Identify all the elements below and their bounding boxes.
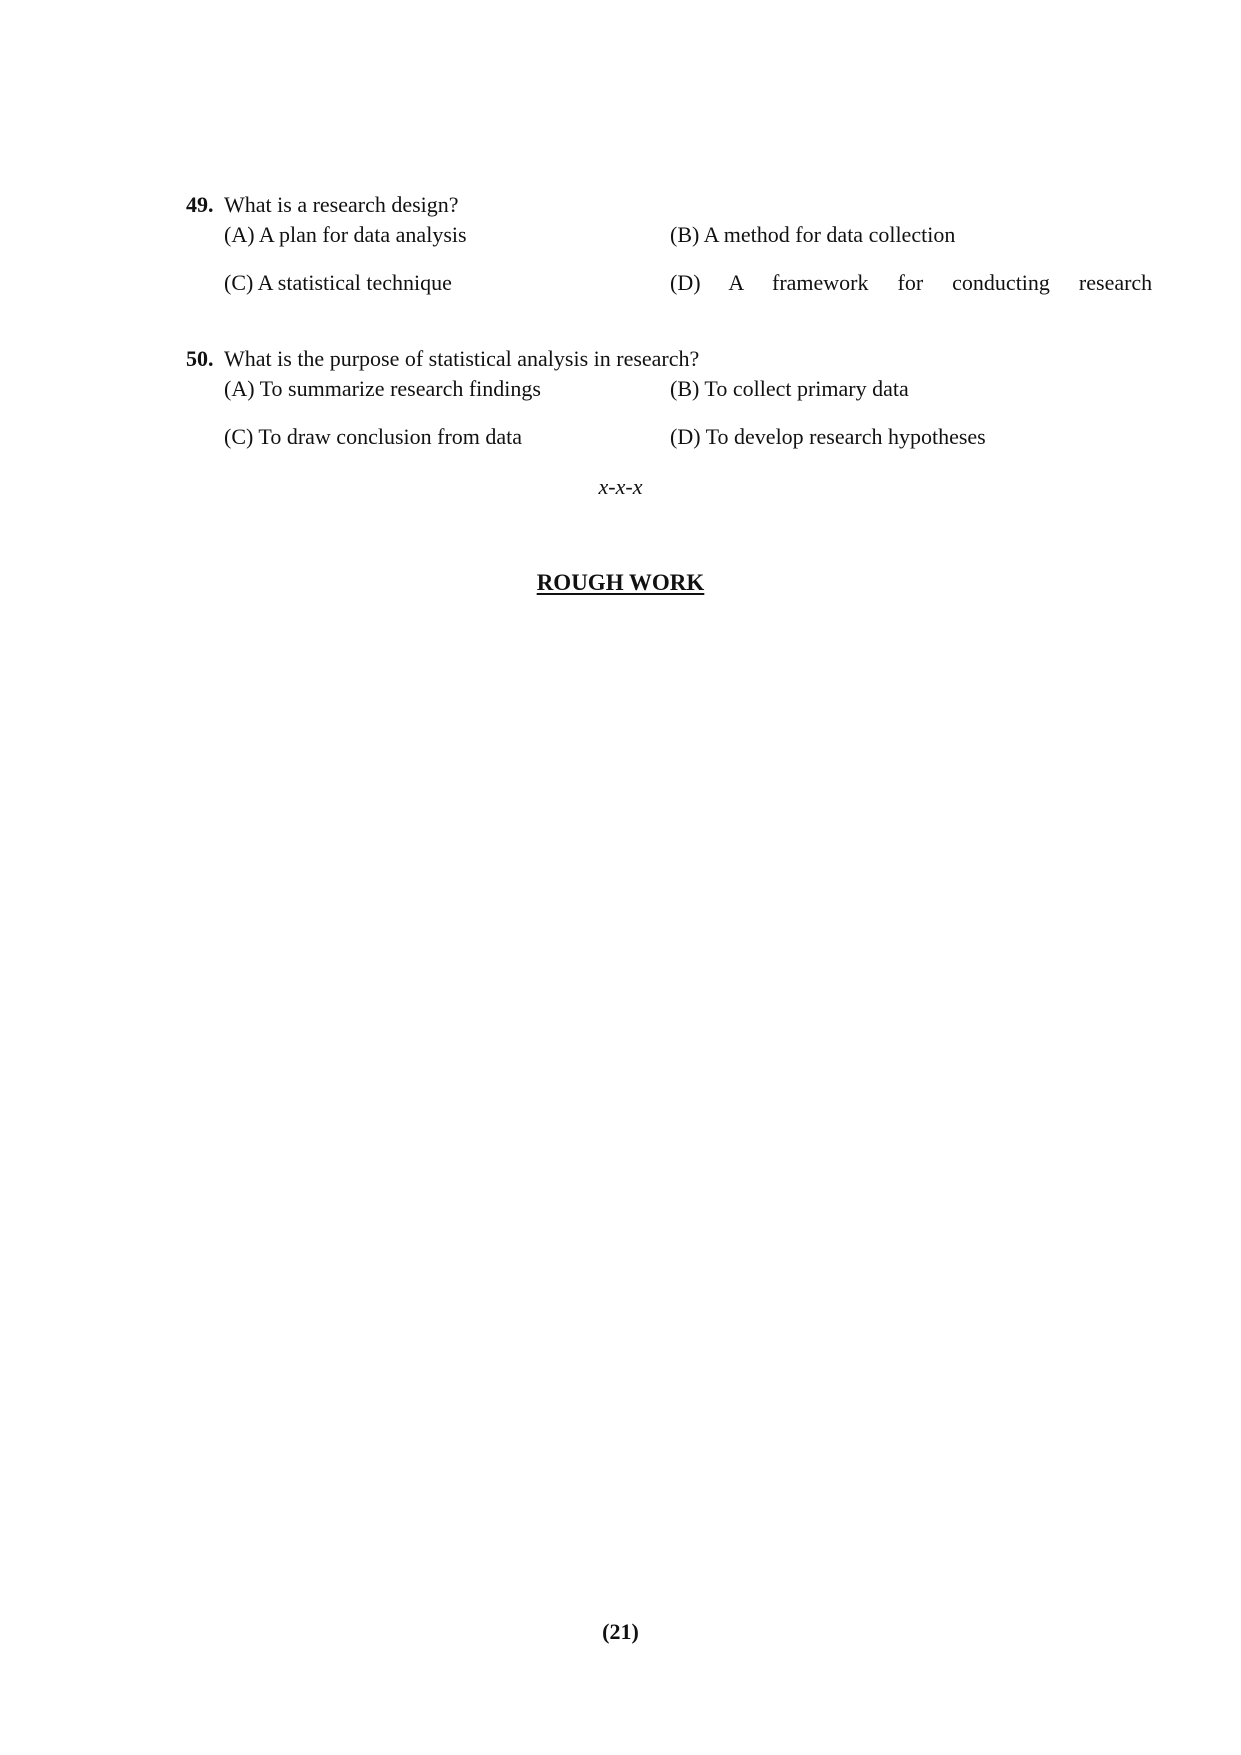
question-number: 50. xyxy=(186,346,214,371)
option-d: (D) A framework for conducting research xyxy=(670,270,1153,295)
option-a: (A) A plan for data analysis xyxy=(224,222,467,247)
options-row-1 xyxy=(186,220,1106,250)
question-49 xyxy=(186,190,1153,298)
page-number xyxy=(0,1619,1241,1645)
rough-work-heading xyxy=(0,570,1241,596)
end-mark-text: x-x-x xyxy=(598,474,643,499)
option-a: (A) To summarize research findings xyxy=(224,376,541,401)
page-number-text: (21) xyxy=(602,1619,639,1644)
option-d: (D) To develop research hypotheses xyxy=(670,424,986,449)
option-c: (C) A statistical technique xyxy=(224,270,452,295)
question-50 xyxy=(186,344,1106,452)
options-row-2 xyxy=(186,268,1153,298)
question-text: What is the purpose of statistical analysis in research? xyxy=(224,346,700,371)
option-c: (C) To draw conclusion from data xyxy=(224,424,523,449)
end-of-questions-mark xyxy=(0,474,1241,500)
option-b: (B) A method for data collection xyxy=(670,222,956,247)
options-row-2 xyxy=(186,422,1106,452)
question-stem xyxy=(186,344,1106,374)
options-row-1 xyxy=(186,374,1106,404)
question-number: 49. xyxy=(186,192,214,217)
question-stem xyxy=(186,190,1106,220)
rough-work-text: ROUGH WORK xyxy=(536,570,705,595)
option-b: (B) To collect primary data xyxy=(670,376,909,401)
question-text: What is a research design? xyxy=(224,192,459,217)
